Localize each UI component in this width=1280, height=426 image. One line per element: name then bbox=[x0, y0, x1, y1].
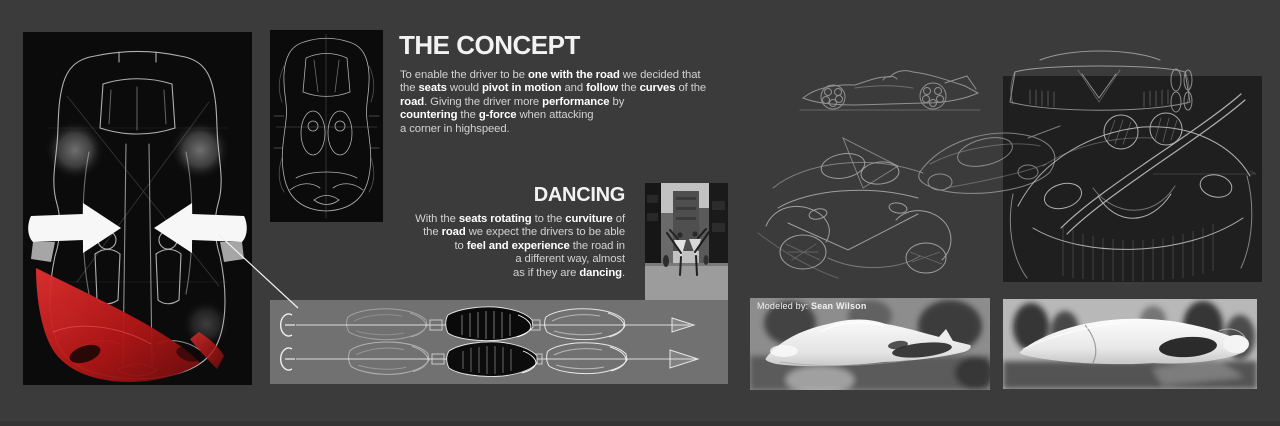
model-credit-name: Sean Wilson bbox=[810, 301, 867, 311]
clay-model-photo-side bbox=[750, 298, 990, 390]
ballet-dancers-photo bbox=[645, 183, 728, 300]
model-credit bbox=[757, 301, 867, 311]
pointer-line bbox=[212, 228, 304, 314]
dancing-body: With the seats rotating to the curviture of the road we expect the drivers to be able to feel and experience the road in a different way, almost as if they are dancing. bbox=[415, 213, 625, 279]
car-aggressive-three-quarter-sketch bbox=[748, 128, 958, 288]
car-topview-sketch bbox=[23, 32, 252, 385]
seat-rotation-panel bbox=[270, 300, 728, 384]
seat-rotation-diagram bbox=[270, 300, 728, 384]
concept-title: THE CONCEPT bbox=[399, 30, 580, 60]
board-bottom-edge bbox=[0, 421, 1280, 426]
car-topview-panel bbox=[23, 32, 252, 385]
clay-model-photo-front-quarter bbox=[1003, 299, 1257, 389]
dancing-title: DANCING bbox=[533, 184, 625, 206]
car-side-view-sketch bbox=[795, 58, 985, 116]
dancing-section bbox=[360, 184, 625, 280]
concept-body: To enable the driver to be one with the road we decided that the seats would pivot in motion and follow the curves of the road. Giving the driver more performance by countering the g-force when attacking a corner in highspeed. bbox=[400, 69, 707, 135]
car-front-view-sketch bbox=[1000, 42, 1198, 120]
model-credit-prefix: Modeled by: bbox=[757, 301, 811, 311]
